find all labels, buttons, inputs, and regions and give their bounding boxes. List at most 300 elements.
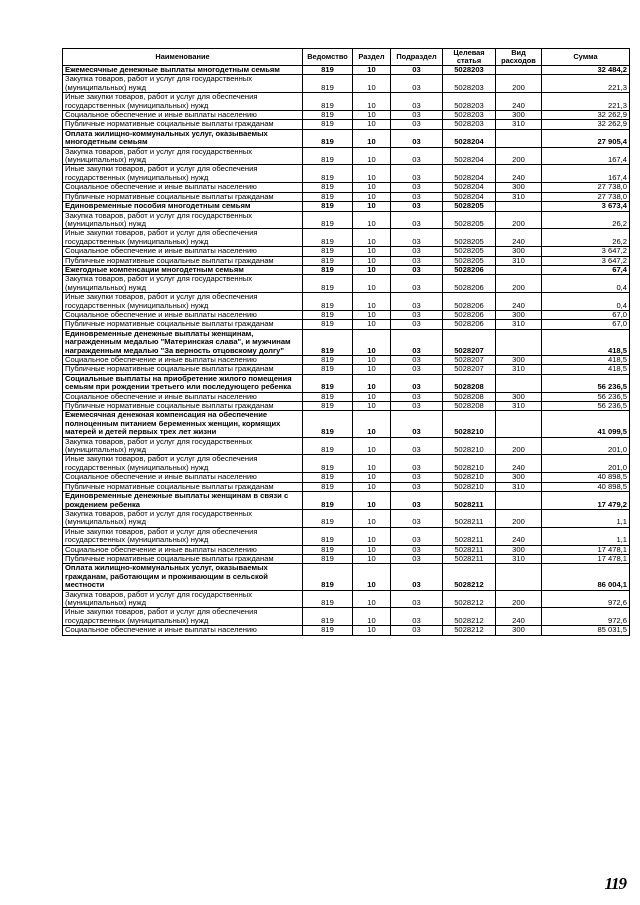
cell-ved: 819 [303, 275, 353, 293]
table-row [63, 473, 630, 482]
cell-statya: 5028205 [443, 247, 496, 256]
cell-razdel: 10 [353, 202, 391, 211]
cell-razdel: 10 [353, 374, 391, 392]
budget-table [62, 48, 630, 636]
table-row [63, 608, 630, 626]
table-row [63, 147, 630, 165]
cell-name: Ежемесячная денежная компенсация на обеспечение полноценным питанием беременных женщин, кормящих матерей и детей первых трех лет жизни [63, 411, 303, 437]
table-row [63, 356, 630, 365]
cell-razdel: 10 [353, 192, 391, 201]
cell-vid: 300 [496, 473, 542, 482]
cell-vid: 200 [496, 211, 542, 229]
cell-podrazdel: 03 [391, 147, 443, 165]
cell-statya: 5028211 [443, 545, 496, 554]
cell-razdel: 10 [353, 365, 391, 374]
cell-summa: 17 478,1 [542, 545, 630, 554]
cell-summa: 201,0 [542, 455, 630, 473]
cell-statya: 5028204 [443, 165, 496, 183]
cell-statya: 5028210 [443, 437, 496, 455]
cell-summa: 32 484,2 [542, 66, 630, 75]
cell-ved: 819 [303, 411, 353, 437]
cell-ved: 819 [303, 455, 353, 473]
table-row [63, 293, 630, 311]
cell-podrazdel: 03 [391, 275, 443, 293]
cell-ved: 819 [303, 129, 353, 147]
cell-vid: 310 [496, 402, 542, 411]
cell-statya: 5028211 [443, 554, 496, 563]
cell-name: Социальное обеспечение и иные выплаты населению [63, 545, 303, 554]
cell-ved: 819 [303, 482, 353, 491]
cell-summa: 972,6 [542, 608, 630, 626]
cell-podrazdel: 03 [391, 509, 443, 527]
cell-razdel: 10 [353, 392, 391, 401]
cell-podrazdel: 03 [391, 229, 443, 247]
table-row [63, 564, 630, 590]
cell-vid: 300 [496, 183, 542, 192]
cell-vid [496, 129, 542, 147]
table-row [63, 202, 630, 211]
cell-vid [496, 202, 542, 211]
cell-ved: 819 [303, 473, 353, 482]
cell-statya: 5028206 [443, 265, 496, 274]
cell-ved: 819 [303, 265, 353, 274]
cell-razdel: 10 [353, 437, 391, 455]
cell-razdel: 10 [353, 554, 391, 563]
cell-summa: 3 647,2 [542, 256, 630, 265]
cell-summa: 27 905,4 [542, 129, 630, 147]
cell-vid: 310 [496, 192, 542, 201]
cell-statya: 5028212 [443, 590, 496, 608]
cell-vid: 240 [496, 527, 542, 545]
table-row [63, 329, 630, 355]
table-header-row [63, 49, 630, 66]
cell-statya: 5028205 [443, 211, 496, 229]
cell-summa: 67,0 [542, 310, 630, 319]
cell-vid [496, 374, 542, 392]
cell-vid: 240 [496, 93, 542, 111]
cell-razdel: 10 [353, 473, 391, 482]
cell-summa: 56 236,5 [542, 374, 630, 392]
cell-summa: 1,1 [542, 509, 630, 527]
cell-name: Ежегодные компенсации многодетным семьям [63, 265, 303, 274]
cell-statya: 5028206 [443, 275, 496, 293]
cell-razdel: 10 [353, 293, 391, 311]
cell-ved: 819 [303, 392, 353, 401]
cell-vid: 310 [496, 120, 542, 129]
cell-summa: 17 479,2 [542, 492, 630, 510]
cell-podrazdel: 03 [391, 93, 443, 111]
cell-summa: 67,4 [542, 265, 630, 274]
cell-ved: 819 [303, 492, 353, 510]
cell-summa: 86 004,1 [542, 564, 630, 590]
cell-summa: 41 099,5 [542, 411, 630, 437]
cell-razdel: 10 [353, 66, 391, 75]
cell-ved: 819 [303, 211, 353, 229]
cell-podrazdel: 03 [391, 365, 443, 374]
cell-vid: 240 [496, 608, 542, 626]
cell-podrazdel: 03 [391, 482, 443, 491]
cell-podrazdel: 03 [391, 129, 443, 147]
cell-ved: 819 [303, 229, 353, 247]
cell-summa: 27 738,0 [542, 183, 630, 192]
cell-ved: 819 [303, 626, 353, 635]
cell-statya: 5028211 [443, 527, 496, 545]
cell-podrazdel: 03 [391, 492, 443, 510]
cell-podrazdel: 03 [391, 392, 443, 401]
cell-summa: 418,5 [542, 356, 630, 365]
cell-ved: 819 [303, 590, 353, 608]
cell-statya: 5028204 [443, 192, 496, 201]
table-row [63, 256, 630, 265]
cell-statya: 5028205 [443, 229, 496, 247]
table-row [63, 374, 630, 392]
cell-statya: 5028208 [443, 374, 496, 392]
cell-statya: 5028203 [443, 75, 496, 93]
cell-ved: 819 [303, 365, 353, 374]
cell-summa: 26,2 [542, 211, 630, 229]
cell-statya: 5028208 [443, 392, 496, 401]
cell-vid: 300 [496, 111, 542, 120]
page-number: 119 [604, 874, 626, 893]
cell-statya: 5028210 [443, 473, 496, 482]
cell-summa: 418,5 [542, 365, 630, 374]
cell-name: Публичные нормативные социальные выплаты гражданам [63, 120, 303, 129]
cell-ved: 819 [303, 329, 353, 355]
cell-podrazdel: 03 [391, 256, 443, 265]
cell-razdel: 10 [353, 411, 391, 437]
cell-ved: 819 [303, 183, 353, 192]
cell-podrazdel: 03 [391, 75, 443, 93]
cell-statya: 5028204 [443, 147, 496, 165]
cell-statya: 5028206 [443, 320, 496, 329]
cell-name: Закупка товаров, работ и услуг для государственных (муниципальных) нужд [63, 75, 303, 93]
cell-razdel: 10 [353, 256, 391, 265]
cell-vid: 240 [496, 455, 542, 473]
cell-summa: 56 236,5 [542, 392, 630, 401]
cell-name: Социальное обеспечение и иные выплаты населению [63, 310, 303, 319]
cell-razdel: 10 [353, 455, 391, 473]
cell-razdel: 10 [353, 165, 391, 183]
cell-name: Публичные нормативные социальные выплаты гражданам [63, 482, 303, 491]
cell-statya: 5028211 [443, 509, 496, 527]
cell-razdel: 10 [353, 402, 391, 411]
cell-summa: 167,4 [542, 147, 630, 165]
table-row [63, 320, 630, 329]
cell-vid: 310 [496, 365, 542, 374]
cell-summa: 0,4 [542, 275, 630, 293]
cell-vid [496, 564, 542, 590]
cell-summa: 1,1 [542, 527, 630, 545]
cell-name: Социальное обеспечение и иные выплаты населению [63, 626, 303, 635]
cell-name: Оплата жилищно-коммунальных услуг, оказываемых многодетным семьям [63, 129, 303, 147]
cell-podrazdel: 03 [391, 211, 443, 229]
cell-name: Иные закупки товаров, работ и услуг для обеспечения государственных (муниципальных) нужд [63, 93, 303, 111]
header-vid: Вид расходов [496, 49, 542, 66]
cell-ved: 819 [303, 356, 353, 365]
cell-summa: 3 673,4 [542, 202, 630, 211]
cell-ved: 819 [303, 192, 353, 201]
cell-razdel: 10 [353, 275, 391, 293]
cell-ved: 819 [303, 310, 353, 319]
table-row [63, 554, 630, 563]
cell-razdel: 10 [353, 129, 391, 147]
cell-razdel: 10 [353, 492, 391, 510]
cell-vid: 200 [496, 509, 542, 527]
cell-podrazdel: 03 [391, 455, 443, 473]
cell-razdel: 10 [353, 564, 391, 590]
cell-summa: 32 262,9 [542, 120, 630, 129]
cell-ved: 819 [303, 437, 353, 455]
cell-name: Иные закупки товаров, работ и услуг для обеспечения государственных (муниципальных) нужд [63, 165, 303, 183]
cell-ved: 819 [303, 147, 353, 165]
table-row [63, 590, 630, 608]
cell-podrazdel: 03 [391, 111, 443, 120]
cell-statya: 5028203 [443, 66, 496, 75]
cell-name: Социальные выплаты на приобретение жилого помещения семьям при рождении третьего или последующего ребенка [63, 374, 303, 392]
cell-ved: 819 [303, 554, 353, 563]
header-razdel: Раздел [353, 49, 391, 66]
cell-statya: 5028207 [443, 365, 496, 374]
header-summa: Сумма [542, 49, 630, 66]
cell-name: Единовременные пособия многодетным семьям [63, 202, 303, 211]
cell-name: Иные закупки товаров, работ и услуг для обеспечения государственных (муниципальных) нужд [63, 293, 303, 311]
cell-podrazdel: 03 [391, 626, 443, 635]
header-statya: Целевая статья [443, 49, 496, 66]
cell-podrazdel: 03 [391, 473, 443, 482]
table-row [63, 402, 630, 411]
cell-razdel: 10 [353, 211, 391, 229]
budget-table-sheet [62, 48, 629, 636]
cell-ved: 819 [303, 509, 353, 527]
cell-razdel: 10 [353, 509, 391, 527]
table-row [63, 365, 630, 374]
cell-ved: 819 [303, 608, 353, 626]
cell-statya: 5028204 [443, 183, 496, 192]
cell-ved: 819 [303, 202, 353, 211]
cell-ved: 819 [303, 120, 353, 129]
cell-razdel: 10 [353, 545, 391, 554]
cell-summa: 26,2 [542, 229, 630, 247]
cell-summa: 201,0 [542, 437, 630, 455]
cell-name: Единовременные денежные выплаты женщинам, награжденным медалью "Материнская слава", и мужчинам награжденным медалью "За верность отцовскому долгу" [63, 329, 303, 355]
cell-name: Закупка товаров, работ и услуг для государственных (муниципальных) нужд [63, 590, 303, 608]
cell-statya: 5028207 [443, 356, 496, 365]
cell-summa: 32 262,9 [542, 111, 630, 120]
table-row [63, 183, 630, 192]
cell-summa: 17 478,1 [542, 554, 630, 563]
cell-name: Публичные нормативные социальные выплаты гражданам [63, 365, 303, 374]
cell-summa: 67,0 [542, 320, 630, 329]
cell-vid: 310 [496, 320, 542, 329]
table-row [63, 545, 630, 554]
table-row [63, 482, 630, 491]
cell-podrazdel: 03 [391, 202, 443, 211]
cell-summa: 85 031,5 [542, 626, 630, 635]
cell-summa: 3 647,2 [542, 247, 630, 256]
cell-vid: 200 [496, 437, 542, 455]
cell-summa: 40 898,5 [542, 482, 630, 491]
cell-name: Единовременные денежные выплаты женщинам в связи с рождением ребенка [63, 492, 303, 510]
cell-vid: 300 [496, 247, 542, 256]
cell-statya: 5028207 [443, 329, 496, 355]
table-row [63, 120, 630, 129]
cell-razdel: 10 [353, 626, 391, 635]
cell-summa: 27 738,0 [542, 192, 630, 201]
table-row [63, 93, 630, 111]
cell-name: Закупка товаров, работ и услуг для государственных (муниципальных) нужд [63, 211, 303, 229]
table-row [63, 192, 630, 201]
cell-name: Публичные нормативные социальные выплаты гражданам [63, 256, 303, 265]
table-row [63, 247, 630, 256]
cell-podrazdel: 03 [391, 320, 443, 329]
cell-podrazdel: 03 [391, 120, 443, 129]
cell-podrazdel: 03 [391, 527, 443, 545]
cell-vid: 200 [496, 590, 542, 608]
table-row [63, 437, 630, 455]
cell-statya: 5028210 [443, 482, 496, 491]
cell-razdel: 10 [353, 75, 391, 93]
cell-razdel: 10 [353, 111, 391, 120]
cell-podrazdel: 03 [391, 165, 443, 183]
cell-summa: 0,4 [542, 293, 630, 311]
cell-razdel: 10 [353, 120, 391, 129]
cell-name: Закупка товаров, работ и услуг для государственных (муниципальных) нужд [63, 509, 303, 527]
cell-name: Иные закупки товаров, работ и услуг для обеспечения государственных (муниципальных) нужд [63, 229, 303, 247]
cell-podrazdel: 03 [391, 293, 443, 311]
cell-razdel: 10 [353, 608, 391, 626]
cell-vid: 240 [496, 293, 542, 311]
cell-podrazdel: 03 [391, 247, 443, 256]
table-row [63, 626, 630, 635]
cell-podrazdel: 03 [391, 554, 443, 563]
cell-name: Публичные нормативные социальные выплаты гражданам [63, 192, 303, 201]
cell-razdel: 10 [353, 329, 391, 355]
table-row [63, 527, 630, 545]
table-row [63, 275, 630, 293]
cell-podrazdel: 03 [391, 608, 443, 626]
table-row [63, 310, 630, 319]
cell-name: Иные закупки товаров, работ и услуг для обеспечения государственных (муниципальных) нужд [63, 455, 303, 473]
cell-podrazdel: 03 [391, 437, 443, 455]
cell-vid: 300 [496, 626, 542, 635]
cell-statya: 5028210 [443, 411, 496, 437]
cell-summa: 418,5 [542, 329, 630, 355]
cell-podrazdel: 03 [391, 66, 443, 75]
cell-name: Социальное обеспечение и иные выплаты населению [63, 111, 303, 120]
cell-summa: 167,4 [542, 165, 630, 183]
cell-vid: 300 [496, 545, 542, 554]
cell-ved: 819 [303, 93, 353, 111]
cell-razdel: 10 [353, 590, 391, 608]
cell-podrazdel: 03 [391, 265, 443, 274]
cell-vid [496, 329, 542, 355]
cell-statya: 5028203 [443, 93, 496, 111]
cell-podrazdel: 03 [391, 590, 443, 608]
cell-vid: 240 [496, 165, 542, 183]
cell-vid: 310 [496, 256, 542, 265]
cell-name: Закупка товаров, работ и услуг для государственных (муниципальных) нужд [63, 275, 303, 293]
cell-name: Закупка товаров, работ и услуг для государственных (муниципальных) нужд [63, 147, 303, 165]
cell-ved: 819 [303, 66, 353, 75]
cell-summa: 56 236,5 [542, 402, 630, 411]
cell-razdel: 10 [353, 265, 391, 274]
cell-name: Социальное обеспечение и иные выплаты населению [63, 183, 303, 192]
cell-ved: 819 [303, 564, 353, 590]
cell-name: Социальное обеспечение и иные выплаты населению [63, 356, 303, 365]
table-row [63, 509, 630, 527]
header-podrazdel: Подраздел [391, 49, 443, 66]
cell-summa: 221,3 [542, 93, 630, 111]
cell-vid: 310 [496, 554, 542, 563]
cell-vid: 240 [496, 229, 542, 247]
cell-ved: 819 [303, 111, 353, 120]
cell-statya: 5028211 [443, 492, 496, 510]
table-row [63, 75, 630, 93]
cell-summa: 221,3 [542, 75, 630, 93]
cell-ved: 819 [303, 527, 353, 545]
cell-statya: 5028212 [443, 626, 496, 635]
cell-summa: 40 898,5 [542, 473, 630, 482]
cell-statya: 5028212 [443, 608, 496, 626]
cell-vid: 300 [496, 310, 542, 319]
table-row [63, 229, 630, 247]
table-row [63, 265, 630, 274]
cell-podrazdel: 03 [391, 411, 443, 437]
cell-razdel: 10 [353, 527, 391, 545]
cell-podrazdel: 03 [391, 192, 443, 201]
cell-name: Социальное обеспечение и иные выплаты населению [63, 473, 303, 482]
cell-podrazdel: 03 [391, 329, 443, 355]
table-row [63, 66, 630, 75]
cell-name: Закупка товаров, работ и услуг для государственных (муниципальных) нужд [63, 437, 303, 455]
table-row [63, 411, 630, 437]
table-row [63, 455, 630, 473]
cell-statya: 5028205 [443, 202, 496, 211]
cell-statya: 5028206 [443, 293, 496, 311]
cell-ved: 819 [303, 75, 353, 93]
cell-ved: 819 [303, 374, 353, 392]
cell-statya: 5028206 [443, 310, 496, 319]
cell-vid: 200 [496, 147, 542, 165]
cell-vid: 310 [496, 482, 542, 491]
cell-podrazdel: 03 [391, 402, 443, 411]
cell-podrazdel: 03 [391, 183, 443, 192]
table-row [63, 129, 630, 147]
cell-razdel: 10 [353, 93, 391, 111]
cell-name: Социальное обеспечение и иные выплаты населению [63, 247, 303, 256]
cell-razdel: 10 [353, 147, 391, 165]
cell-razdel: 10 [353, 247, 391, 256]
cell-vid [496, 265, 542, 274]
cell-ved: 819 [303, 402, 353, 411]
cell-ved: 819 [303, 256, 353, 265]
cell-podrazdel: 03 [391, 564, 443, 590]
cell-vid: 200 [496, 75, 542, 93]
cell-ved: 819 [303, 293, 353, 311]
cell-statya: 5028208 [443, 402, 496, 411]
cell-name: Публичные нормативные социальные выплаты гражданам [63, 402, 303, 411]
cell-podrazdel: 03 [391, 310, 443, 319]
cell-vid: 300 [496, 356, 542, 365]
table-row [63, 492, 630, 510]
cell-name: Ежемесячные денежные выплаты многодетным семьям [63, 66, 303, 75]
table-row [63, 211, 630, 229]
table-row [63, 111, 630, 120]
header-ved: Ведомство [303, 49, 353, 66]
cell-statya: 5028203 [443, 120, 496, 129]
cell-ved: 819 [303, 320, 353, 329]
cell-name: Оплата жилищно-коммунальных услуг, оказываемых гражданам, работающим и проживающим в сельской местности [63, 564, 303, 590]
